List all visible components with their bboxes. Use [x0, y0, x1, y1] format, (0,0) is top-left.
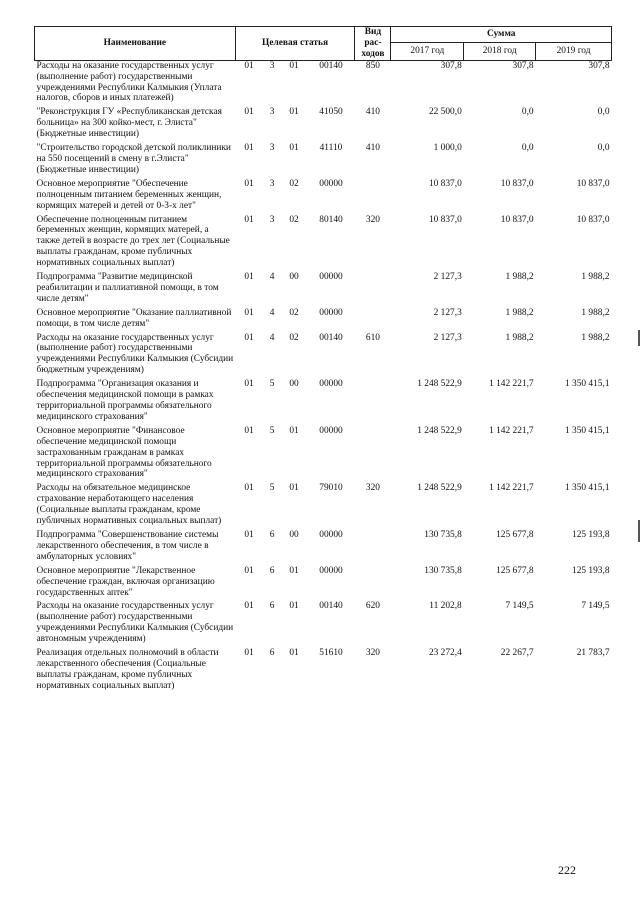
- table-row: [35, 143, 612, 179]
- measure-code: 01: [289, 60, 299, 71]
- table-row: [35, 601, 612, 648]
- direction-code: 00140: [319, 601, 343, 612]
- sum-2017: 1 248 522,9: [417, 483, 462, 494]
- direction-code: 00000: [319, 272, 343, 283]
- measure-code: 02: [289, 214, 299, 225]
- sum-2018: 307,8: [512, 60, 534, 71]
- direction-code: 00140: [319, 60, 343, 71]
- row-name: Подпрограмма "Совершенствование системы лекарственного обеспечения, в том числе в амбулаторных условиях": [36, 529, 219, 562]
- sum-2019: 1 350 415,1: [564, 379, 610, 390]
- sum-2019: 1 988,2: [581, 332, 610, 343]
- expense-kind-code: [355, 530, 391, 566]
- expense-kind-code: [355, 379, 391, 426]
- sum-2018: 1 988,2: [505, 307, 534, 318]
- measure-code: 01: [289, 601, 299, 612]
- sum-2018: 1 988,2: [505, 332, 534, 343]
- budget-table: [34, 26, 612, 695]
- subprogram-code: 3: [269, 178, 275, 189]
- sum-2018: 1 142 221,7: [489, 483, 534, 494]
- measure-code: 01: [289, 648, 299, 659]
- expense-kind-code: 850: [365, 60, 380, 71]
- subprogram-code: 5: [269, 379, 275, 390]
- table-row: [35, 179, 612, 215]
- sum-2019: 1 350 415,1: [564, 483, 610, 494]
- subprogram-code: 4: [269, 332, 275, 343]
- sum-2019: 0,0: [597, 107, 610, 118]
- subprogram-code: 6: [269, 601, 275, 612]
- direction-code: 00000: [319, 565, 343, 576]
- program-code: 01: [244, 425, 254, 436]
- header-year-2017: 2017 год: [391, 42, 464, 60]
- expense-kind-code: [355, 566, 391, 602]
- sum-2019: 125 193,8: [572, 529, 610, 540]
- sum-2017: 23 272,4: [428, 648, 462, 659]
- sum-2019: 1 988,2: [581, 307, 610, 318]
- program-code: 01: [244, 379, 254, 390]
- subprogram-code: 6: [269, 648, 275, 659]
- page-number: 222: [558, 863, 576, 877]
- measure-code: 01: [289, 425, 299, 436]
- direction-code: 00000: [319, 379, 343, 390]
- table-row: [35, 308, 612, 333]
- sum-2017: 130 735,8: [424, 529, 462, 540]
- measure-code: 00: [289, 272, 299, 283]
- table-row: [35, 648, 612, 695]
- direction-code: 41050: [319, 107, 343, 118]
- header-year-2019: 2019 год: [536, 42, 612, 60]
- sum-2017: 10 837,0: [428, 178, 462, 189]
- measure-code: 01: [289, 565, 299, 576]
- sum-2017: 2 127,3: [433, 272, 462, 283]
- expense-kind-code: [355, 426, 391, 484]
- measure-code: 02: [289, 307, 299, 318]
- expense-kind-code: 410: [365, 107, 380, 118]
- row-name: Подпрограмма "Развитие медицинской реабилитации и паллиативной помощи, в том числе детям": [36, 272, 219, 304]
- row-name: Расходы на оказание государственных услуг (выполнение работ) государственными учреждениями Республики Калмыкия (Субсидии автономным учреждениям): [36, 601, 234, 645]
- sum-2019: 10 837,0: [576, 214, 610, 225]
- direction-code: 79010: [319, 483, 343, 494]
- subprogram-code: 3: [269, 214, 275, 225]
- table-header: [35, 27, 612, 61]
- expense-kind-code: [355, 272, 391, 308]
- sum-2017: 11 202,8: [429, 601, 462, 612]
- program-code: 01: [244, 565, 254, 576]
- sum-2018: 0,0: [521, 107, 534, 118]
- sum-2017: 130 735,8: [424, 565, 462, 576]
- sum-2019: 10 837,0: [576, 178, 610, 189]
- sum-2018: 7 149,5: [505, 601, 534, 612]
- table-row: [35, 566, 612, 602]
- table-row: [35, 60, 612, 107]
- program-code: 01: [244, 332, 254, 343]
- header-year-2018: 2018 год: [464, 42, 536, 60]
- sum-2018: 1 142 221,7: [489, 379, 534, 390]
- table-row: [35, 272, 612, 308]
- measure-code: 01: [289, 143, 299, 154]
- subprogram-code: 3: [269, 60, 275, 71]
- subprogram-code: 4: [269, 272, 275, 283]
- sum-2018: 1 988,2: [505, 272, 534, 283]
- measure-code: 00: [289, 379, 299, 390]
- table-row: [35, 426, 612, 484]
- sum-2018: 125 677,8: [496, 529, 534, 540]
- expense-kind-code: 320: [365, 648, 380, 659]
- subprogram-code: 5: [269, 483, 275, 494]
- sum-2017: 2 127,3: [433, 307, 462, 318]
- subprogram-code: 4: [269, 307, 275, 318]
- sum-2019: 7 149,5: [581, 601, 610, 612]
- expense-kind-code: 320: [365, 214, 380, 225]
- subprogram-code: 5: [269, 425, 275, 436]
- program-code: 01: [244, 178, 254, 189]
- sum-2017: 307,8: [440, 60, 462, 71]
- row-name: Расходы на оказание государственных услуг (выполнение работ) государственными учреждениями Республики Калмыкия (Субсидии бюджетным учреждениям): [36, 332, 234, 376]
- measure-code: 00: [289, 529, 299, 540]
- sum-2018: 10 837,0: [500, 178, 534, 189]
- row-name: Расходы на обязательное медицинское страхование неработающего населения (Социальные выплаты гражданам, кроме публичных нормативных социальных выплат): [36, 483, 222, 527]
- subprogram-code: 3: [269, 143, 275, 154]
- sum-2018: 1 142 221,7: [489, 425, 534, 436]
- sum-2019: 0,0: [597, 143, 610, 154]
- expense-kind-code: 620: [365, 601, 380, 612]
- program-code: 01: [244, 307, 254, 318]
- header-expense-kind: Вид рас-ходов: [355, 27, 391, 61]
- table-row: [35, 333, 612, 380]
- table-body: [35, 60, 612, 694]
- row-name: Обеспечение полноценным питанием беременных женщин, кормящих матерей, а также детей в возрасте до трех лет (Социальные выплаты гражданам, кроме публичных нормативных социальных выплат): [36, 214, 230, 269]
- sum-2019: 125 193,8: [572, 565, 610, 576]
- sum-2019: 1 988,2: [581, 272, 610, 283]
- program-code: 01: [244, 272, 254, 283]
- table-row: [35, 107, 612, 143]
- sum-2018: 125 677,8: [496, 565, 534, 576]
- table-row: [35, 215, 612, 273]
- program-code: 01: [244, 60, 254, 71]
- sum-2018: 22 267,7: [500, 648, 534, 659]
- program-code: 01: [244, 648, 254, 659]
- direction-code: 00140: [319, 332, 343, 343]
- expense-kind-code: 610: [365, 332, 380, 343]
- direction-code: 00000: [319, 178, 343, 189]
- row-name: Реализация отдельных полномочий в области лекарственного обеспечения (Социальные выплаты гражданам, кроме публичных нормативных социальных выплат): [36, 648, 219, 691]
- header-name: Наименование: [35, 27, 236, 61]
- direction-code: 00000: [319, 307, 343, 318]
- header-target-article: Целевая статья: [235, 27, 355, 61]
- expense-kind-code: [355, 308, 391, 333]
- program-code: 01: [244, 214, 254, 225]
- measure-code: 02: [289, 332, 299, 343]
- sum-2017: 22 500,0: [428, 107, 462, 118]
- row-name: Расходы на оказание государственных услуг (выполнение работ) государственными учреждениями Республики Калмыкия (Уплата налогов, сборов и иных платежей): [36, 60, 222, 104]
- table-row: [35, 483, 612, 530]
- table-row: [35, 379, 612, 426]
- measure-code: 01: [289, 107, 299, 118]
- subprogram-code: 3: [269, 107, 275, 118]
- expense-kind-code: 320: [365, 483, 380, 494]
- program-code: 01: [244, 529, 254, 540]
- header-sum: Сумма: [391, 27, 612, 43]
- direction-code: 00000: [319, 529, 343, 540]
- sum-2018: 0,0: [521, 143, 534, 154]
- direction-code: 80140: [319, 214, 343, 225]
- sum-2019: 1 350 415,1: [564, 425, 610, 436]
- table-row: [35, 530, 612, 566]
- sum-2017: 2 127,3: [433, 332, 462, 343]
- sum-2017: 1 248 522,9: [417, 425, 462, 436]
- direction-code: 41110: [319, 143, 343, 154]
- sum-2019: 21 783,7: [576, 648, 610, 659]
- sum-2017: 10 837,0: [428, 214, 462, 225]
- sum-2019: 307,8: [588, 60, 610, 71]
- row-name: "Реконструкция ГУ «Республиканская детская больница» на 300 койко-мест, г. Элиста" (Бюджетные инвестиции): [36, 107, 222, 140]
- subprogram-code: 6: [269, 565, 275, 576]
- sum-2017: 1 248 522,9: [417, 379, 462, 390]
- row-name: Подпрограмма "Организация оказания и обеспечения медицинской помощи в рамках территориальной программы обязательного медицинского страхования": [36, 379, 214, 422]
- program-code: 01: [244, 107, 254, 118]
- subprogram-code: 6: [269, 529, 275, 540]
- program-code: 01: [244, 143, 254, 154]
- row-name: Основное мероприятие "Лекарственное обеспечение граждан, включая организацию государственных аптек": [36, 565, 215, 598]
- measure-code: 01: [289, 483, 299, 494]
- program-code: 01: [244, 483, 254, 494]
- row-name: Основное мероприятие "Оказание паллиативной помощи, в том числе детям": [36, 307, 232, 329]
- row-name: Основное мероприятие "Финансовое обеспечение медицинской помощи застрахованным гражданам в рамках территориальной программы обязательного медицинского страхования": [36, 425, 212, 480]
- sum-2018: 10 837,0: [500, 214, 534, 225]
- expense-kind-code: [355, 179, 391, 215]
- row-name: "Строительство городской детской поликлиники на 550 посещений в смену в г.Элиста" (Бюджетные инвестиции): [36, 143, 231, 175]
- direction-code: 51610: [319, 648, 343, 659]
- sum-2017: 1 000,0: [433, 143, 462, 154]
- direction-code: 00000: [319, 425, 343, 436]
- measure-code: 02: [289, 178, 299, 189]
- row-name: Основное мероприятие "Обеспечение полноценным питанием беременных женщин, кормящих матерей и детей от 0-3-х лет": [36, 178, 222, 211]
- expense-kind-code: 410: [365, 143, 380, 154]
- program-code: 01: [244, 601, 254, 612]
